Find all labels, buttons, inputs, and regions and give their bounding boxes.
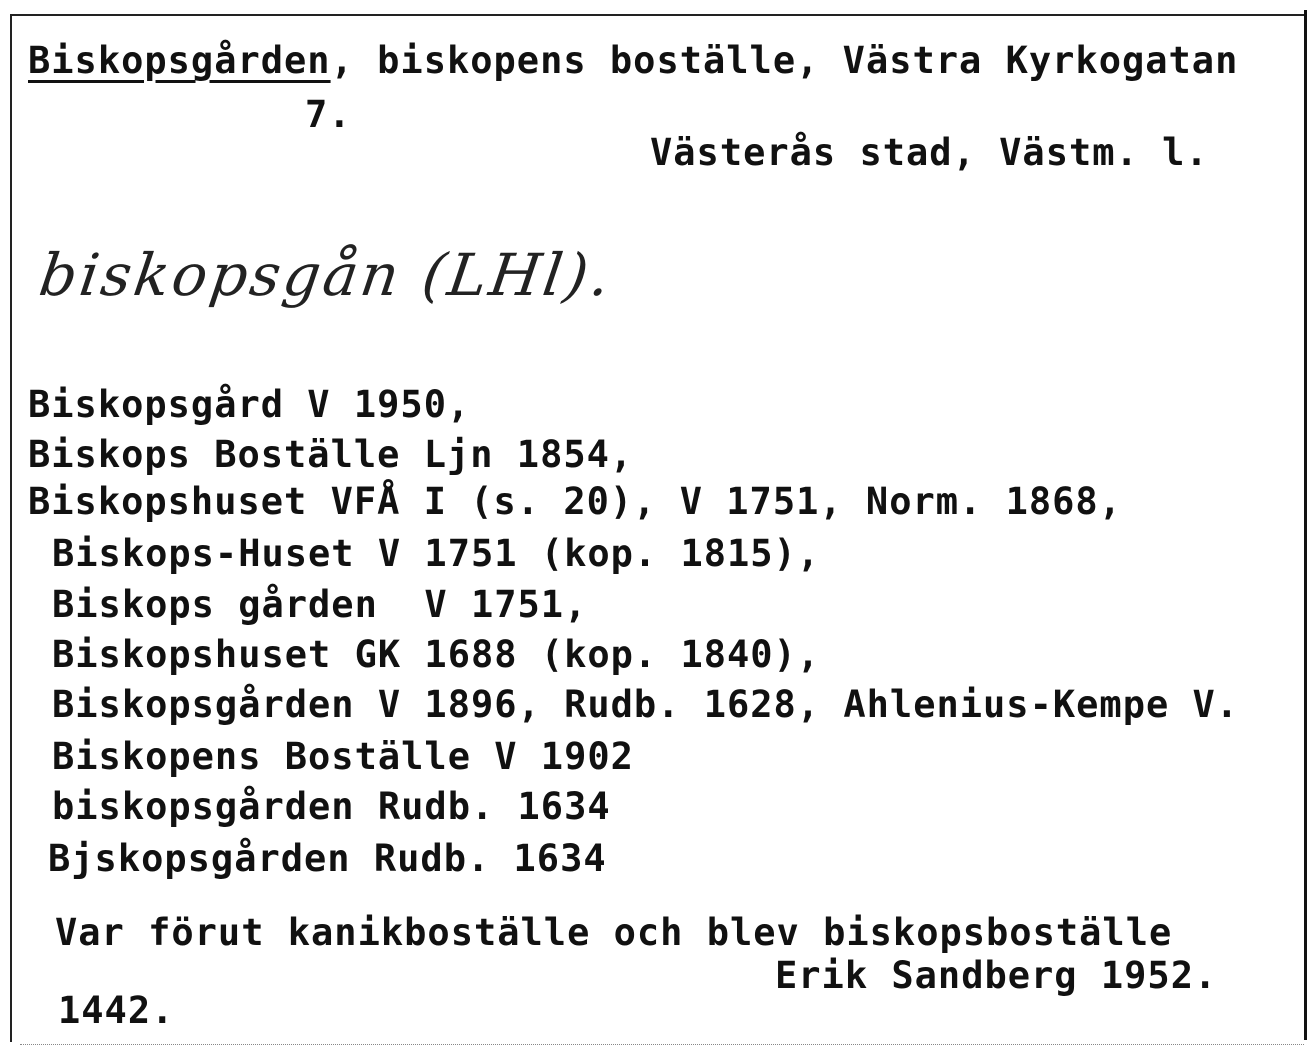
card-border-top — [10, 14, 1306, 16]
form-line: Biskops-Huset V 1751 (kop. 1815), — [52, 532, 821, 575]
form-line: Biskopsgård V 1950, — [28, 383, 471, 426]
signature: Erik Sandberg 1952. — [775, 954, 1218, 997]
form-line: Biskopsgården V 1896, Rudb. 1628, Ahlenius-Kempe V. — [52, 683, 1240, 726]
headword: Biskopsgården — [28, 39, 331, 82]
form-line: biskopsgården Rudb. 1634 — [52, 785, 611, 828]
form-line: Biskopens Boställe V 1902 — [52, 735, 634, 778]
card-heading — [28, 40, 1238, 82]
form-line: Biskopshuset GK 1688 (kop. 1840), — [52, 633, 821, 676]
handwritten-pronunciation: biskopsgån (LHl). — [35, 241, 618, 309]
card-border-right — [1304, 10, 1307, 1040]
form-line: Biskops gården V 1751, — [52, 583, 588, 626]
form-line: Biskopshuset VFÅ I (s. 20), V 1751, Norm. 1868, — [28, 480, 1122, 523]
card-border-left — [10, 14, 12, 1042]
headword-description: , biskopens boställe, Västra Kyrkogatan — [330, 39, 1239, 82]
card-border-bottom — [20, 1044, 1304, 1045]
form-line: Bjskopsgården Rudb. 1634 — [48, 837, 607, 880]
place-designation: Västerås stad, Västm. l. — [650, 131, 1209, 174]
heading-continuation: 7. — [305, 93, 352, 136]
historical-note-year: 1442. — [58, 989, 175, 1032]
historical-note: Var förut kanikboställe och blev biskopsboställe — [55, 911, 1173, 954]
form-line: Biskops Boställe Ljn 1854, — [28, 433, 634, 476]
